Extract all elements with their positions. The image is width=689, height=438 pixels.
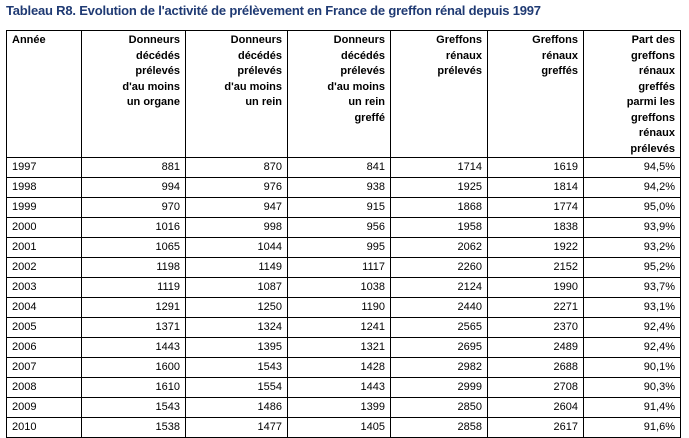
value-cell: 1119	[82, 278, 186, 298]
year-cell: 2004	[7, 298, 82, 318]
value-cell: 1600	[82, 358, 186, 378]
year-cell: 2000	[7, 218, 82, 238]
value-cell: 1044	[186, 238, 288, 258]
value-cell: 91,4%	[584, 398, 681, 418]
value-cell: 1925	[391, 178, 488, 198]
table-row	[7, 238, 681, 258]
year-cell: 2008	[7, 378, 82, 398]
year-cell: 2005	[7, 318, 82, 338]
value-cell: 1922	[488, 238, 584, 258]
column-header	[288, 31, 391, 158]
value-cell: 95,2%	[584, 258, 681, 278]
year-cell: 2009	[7, 398, 82, 418]
value-cell: 2062	[391, 238, 488, 258]
header-row	[7, 31, 681, 158]
column-header-label: Greffons rénaux greffés	[532, 34, 578, 77]
value-cell: 1714	[391, 158, 488, 178]
value-cell: 2152	[488, 258, 584, 278]
year-cell: 2007	[7, 358, 82, 378]
value-cell: 2708	[488, 378, 584, 398]
year-cell: 2003	[7, 278, 82, 298]
table-header	[7, 31, 681, 158]
year-cell: 2006	[7, 338, 82, 358]
value-cell: 2850	[391, 398, 488, 418]
value-cell: 2271	[488, 298, 584, 318]
value-cell: 2565	[391, 318, 488, 338]
value-cell: 1190	[288, 298, 391, 318]
value-cell: 994	[82, 178, 186, 198]
value-cell: 92,4%	[584, 338, 681, 358]
value-cell: 976	[186, 178, 288, 198]
table-row	[7, 378, 681, 398]
value-cell: 1291	[82, 298, 186, 318]
column-header-label: Part des greffons rénaux greffés parmi les greffons rénaux prélevés	[626, 34, 675, 155]
value-cell: 95,0%	[584, 198, 681, 218]
value-cell: 1395	[186, 338, 288, 358]
value-cell: 2999	[391, 378, 488, 398]
table-row	[7, 338, 681, 358]
value-cell: 2617	[488, 418, 584, 438]
value-cell: 1443	[288, 378, 391, 398]
value-cell: 2688	[488, 358, 584, 378]
value-cell: 92,4%	[584, 318, 681, 338]
value-cell: 90,1%	[584, 358, 681, 378]
value-cell: 1428	[288, 358, 391, 378]
value-cell: 1486	[186, 398, 288, 418]
table-row	[7, 178, 681, 198]
value-cell: 2695	[391, 338, 488, 358]
value-cell: 1443	[82, 338, 186, 358]
value-cell: 1543	[186, 358, 288, 378]
value-cell: 2858	[391, 418, 488, 438]
value-cell: 1543	[82, 398, 186, 418]
value-cell: 1538	[82, 418, 186, 438]
table-row	[7, 418, 681, 438]
value-cell: 970	[82, 198, 186, 218]
value-cell: 1241	[288, 318, 391, 338]
value-cell: 94,2%	[584, 178, 681, 198]
year-cell: 2010	[7, 418, 82, 438]
column-header	[82, 31, 186, 158]
value-cell: 2982	[391, 358, 488, 378]
column-header	[391, 31, 488, 158]
table-body	[7, 158, 681, 438]
value-cell: 947	[186, 198, 288, 218]
value-cell: 881	[82, 158, 186, 178]
column-header-label: Année	[12, 34, 46, 46]
year-cell: 2002	[7, 258, 82, 278]
column-header-label: Donneurs décédés prélevés d'au moins un rein	[224, 34, 282, 108]
table-row	[7, 398, 681, 418]
value-cell: 870	[186, 158, 288, 178]
value-cell: 1198	[82, 258, 186, 278]
value-cell: 1868	[391, 198, 488, 218]
table-title: Tableau R8. Evolution de l'activité de prélèvement en France de greffon rénal depuis 1997	[6, 3, 541, 18]
value-cell: 1038	[288, 278, 391, 298]
value-cell: 2370	[488, 318, 584, 338]
year-cell: 2001	[7, 238, 82, 258]
value-cell: 2124	[391, 278, 488, 298]
value-cell: 93,9%	[584, 218, 681, 238]
value-cell: 995	[288, 238, 391, 258]
value-cell: 915	[288, 198, 391, 218]
value-cell: 2260	[391, 258, 488, 278]
table-row	[7, 298, 681, 318]
column-header	[186, 31, 288, 158]
table-row	[7, 218, 681, 238]
column-header-label: Donneurs décédés prélevés d'au moins un organe	[122, 34, 180, 108]
value-cell: 1958	[391, 218, 488, 238]
value-cell: 1838	[488, 218, 584, 238]
value-cell: 93,1%	[584, 298, 681, 318]
value-cell: 91,6%	[584, 418, 681, 438]
value-cell: 1016	[82, 218, 186, 238]
value-cell: 1399	[288, 398, 391, 418]
value-cell: 1065	[82, 238, 186, 258]
value-cell: 938	[288, 178, 391, 198]
value-cell: 94,5%	[584, 158, 681, 178]
table-row	[7, 318, 681, 338]
value-cell: 1117	[288, 258, 391, 278]
column-header	[584, 31, 681, 158]
value-cell: 1371	[82, 318, 186, 338]
table-row	[7, 358, 681, 378]
value-cell: 2489	[488, 338, 584, 358]
value-cell: 1814	[488, 178, 584, 198]
year-cell: 1997	[7, 158, 82, 178]
value-cell: 1619	[488, 158, 584, 178]
value-cell: 1250	[186, 298, 288, 318]
value-cell: 1477	[186, 418, 288, 438]
value-cell: 2604	[488, 398, 584, 418]
value-cell: 93,7%	[584, 278, 681, 298]
table-row	[7, 198, 681, 218]
value-cell: 1774	[488, 198, 584, 218]
year-cell: 1999	[7, 198, 82, 218]
value-cell: 1610	[82, 378, 186, 398]
value-cell: 1324	[186, 318, 288, 338]
value-cell: 93,2%	[584, 238, 681, 258]
value-cell: 1990	[488, 278, 584, 298]
table-row	[7, 158, 681, 178]
value-cell: 841	[288, 158, 391, 178]
column-header	[7, 31, 82, 158]
value-cell: 1087	[186, 278, 288, 298]
column-header-label: Greffons rénaux prélevés	[436, 34, 482, 77]
value-cell: 1149	[186, 258, 288, 278]
table-row	[7, 258, 681, 278]
data-table	[6, 30, 681, 438]
value-cell: 2440	[391, 298, 488, 318]
year-cell: 1998	[7, 178, 82, 198]
value-cell: 1405	[288, 418, 391, 438]
value-cell: 1321	[288, 338, 391, 358]
column-header-label: Donneurs décédés prélevés d'au moins un rein greffé	[327, 34, 385, 124]
value-cell: 956	[288, 218, 391, 238]
value-cell: 1554	[186, 378, 288, 398]
table-row	[7, 278, 681, 298]
value-cell: 998	[186, 218, 288, 238]
column-header	[488, 31, 584, 158]
value-cell: 90,3%	[584, 378, 681, 398]
